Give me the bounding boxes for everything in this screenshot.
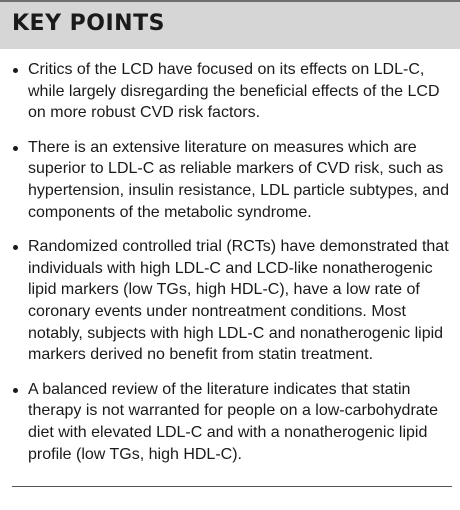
key-point-text: Critics of the LCD have focused on its effects on LDL-C, while largely disregarding the beneficial effects of the LCD on more robust CVD risk factors. <box>28 61 440 122</box>
key-point-item <box>0 137 460 223</box>
bullet-icon <box>13 146 18 151</box>
key-points-list <box>0 59 460 478</box>
key-point-item <box>0 236 460 366</box>
key-point-item <box>0 379 460 465</box>
key-point-text: There is an extensive literature on measures which are superior to LDL-C as reliable markers of CVD risk, such as hypertension, insulin resistance, LDL particle subtypes, and components of the metabolic syndrome. <box>28 138 449 221</box>
title-bar <box>0 0 460 49</box>
bullet-icon <box>13 245 18 250</box>
key-point-item <box>0 59 460 124</box>
key-point-text: A balanced review of the literature indicates that statin therapy is not warranted for people on a low-carbohydrate diet with elevated LDL-C and with a nonatherogenic lipid profile (low TGs, high HDL-C). <box>28 380 439 463</box>
section-title: KEY POINTS <box>12 11 165 36</box>
bullet-icon <box>13 388 18 393</box>
bullet-icon <box>13 68 18 73</box>
bottom-divider <box>12 486 452 487</box>
key-point-text: Randomized controlled trial (RCTs) have demonstrated that individuals with high LDL-C and LCD-like nonatherogenic lipid markers (low TGs, high HDL-C), have a low rate of coronary events under nontreatment conditions. Most notably, subjects with high LDL-C and nonatherogenic lipid markers derived no benefit from statin treatment. <box>28 238 449 364</box>
